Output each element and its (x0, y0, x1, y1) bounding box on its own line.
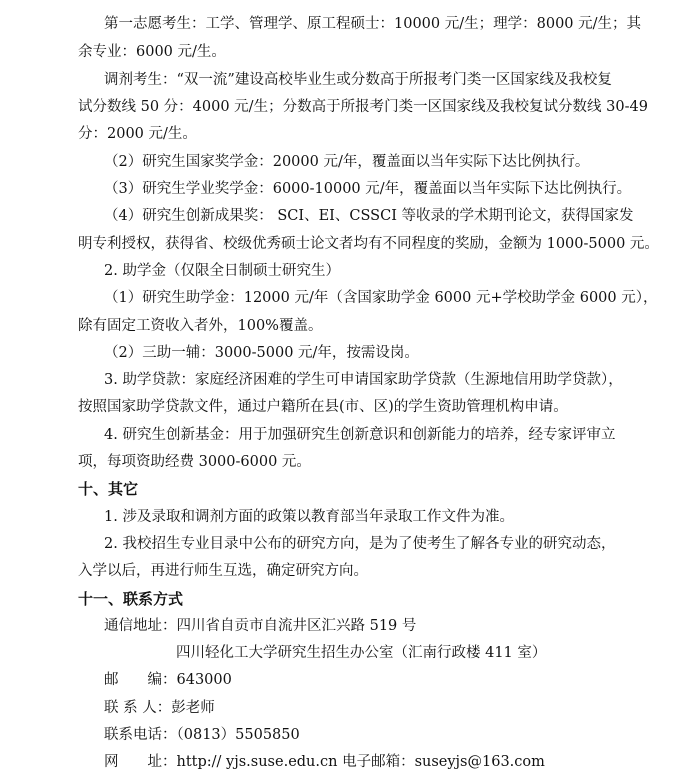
text-line: 按照国家助学贷款文件，通过户籍所在县(市、区)的学生资助管理机构申请。 (78, 399, 568, 415)
text-line: 调剂考生：“双一流”建设高校毕业生或分数高于所报考门类一区国家线及我校复 (104, 72, 612, 88)
text-line: 第一志愿考生：工学、管理学、原工程硕士：10000 元/生；理学：8000 元/生；其 (104, 16, 642, 32)
text-line: 入学以后，再进行师生互选，确定研究方向。 (78, 563, 368, 579)
contact-office: 四川轻化工大学研究生招生办公室（汇南行政楼 411 室） (176, 645, 547, 661)
text-line: 试分数线 50 分：4000 元/生；分数高于所报考门类一区国家线及我校复试分数线 30-49 (78, 99, 648, 115)
text-line: （2）三助一辅：3000-5000 元/年，按需设岗。 (104, 345, 419, 361)
text-line: 3. 助学贷款：家庭经济困难的学生可申请国家助学贷款（生源地信用助学贷款）， (104, 372, 623, 388)
text-line: 2. 我校招生专业目录中公布的研究方向，是为了使考生了解各专业的研究动态， (104, 536, 616, 552)
contact-web-email: 网 址：http:// yjs.suse.edu.cn 电子邮箱：suseyjs@163.com (104, 754, 545, 770)
section-heading-contact: 十一、联系方式 (78, 590, 184, 608)
text-line: 除有固定工资收入者外，100%覆盖。 (78, 318, 323, 334)
contact-phone: 联系电话：（0813）5505850 (104, 727, 300, 743)
text-line: （1）研究生助学金：12000 元/年（含国家助学金 6000 元+学校助学金 6000 元）， (104, 290, 658, 306)
text-line: 余专业：6000 元/生。 (78, 44, 226, 60)
text-line: 明专利授权，获得省、校级优秀硕士论文者均有不同程度的奖励，金额为 1000-5000 元。 (78, 236, 659, 252)
text-line: 2. 助学金（仅限全日制硕士研究生） (104, 263, 340, 279)
text-line: （3）研究生学业奖学金：6000-10000 元/年，覆盖面以当年实际下达比例执行。 (104, 181, 632, 197)
contact-postcode: 邮 编：643000 (104, 672, 232, 688)
section-heading-other: 十、其它 (78, 480, 139, 498)
text-line: （4）研究生创新成果奖： SCI、EI、CSSCI 等收录的学术期刊论文，获得国家发 (104, 208, 634, 224)
contact-person: 联 系 人：彭老师 (104, 700, 215, 716)
text-line: 4. 研究生创新基金：用于加强研究生创新意识和创新能力的培养，经专家评审立 (104, 427, 616, 443)
text-line: 1. 涉及录取和调剂方面的政策以教育部当年录取工作文件为准。 (104, 509, 514, 525)
text-line: 分：2000 元/生。 (78, 126, 197, 142)
text-line: （2）研究生国家奖学金：20000 元/年，覆盖面以当年实际下达比例执行。 (104, 154, 590, 170)
text-line: 项，每项资助经费 3000-6000 元。 (78, 454, 311, 470)
contact-address: 通信地址：四川省自贡市自流井区汇兴路 519 号 (104, 618, 417, 634)
